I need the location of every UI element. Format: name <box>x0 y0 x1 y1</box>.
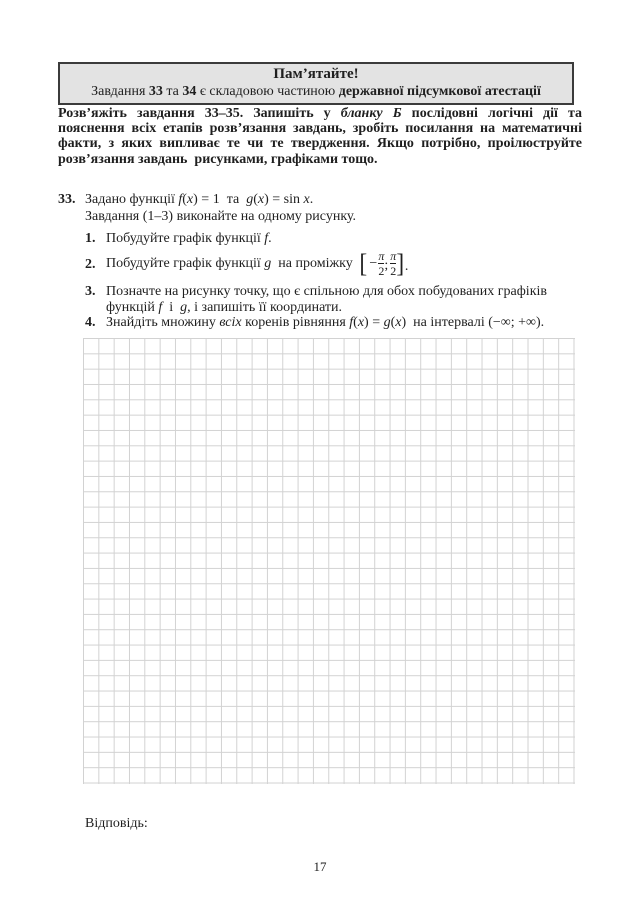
separator-semicolon: ; <box>384 257 389 273</box>
item-2-text <box>106 250 582 277</box>
item-4-number: 4. <box>85 315 96 330</box>
notice-box <box>58 62 574 105</box>
item-4-text: Знайдіть множину всіх коренів рівняння f(x) = g(x) на інтервалі (−∞; +∞). <box>106 315 545 330</box>
answer-label: Відповідь: <box>85 816 148 831</box>
answer-grid <box>83 338 575 784</box>
item-2-number: 2. <box>85 257 96 272</box>
notice-text: Завдання 33 та 34 є складовою частиною державної підсумкової атестації <box>91 84 541 99</box>
open-bracket: [ <box>359 248 367 278</box>
fraction-numerator: π <box>378 249 385 263</box>
task-33-header <box>58 192 582 225</box>
fraction-pi-over-2-right <box>390 250 396 277</box>
item-2-text-runs: Побудуйте графік функції g на проміжку <box>106 255 353 271</box>
notice-title: Пам’ятайте! <box>273 66 359 82</box>
list-item-2 <box>85 250 582 277</box>
task-intro-text <box>85 192 356 225</box>
item-3-text: Позначте на рисунку точку, що є спільною для обох побудованих графіків функцій f і g, і запишіть її координати. <box>106 284 547 315</box>
fraction-denominator: 2 <box>390 264 397 278</box>
task-intro-line1: Задано функції f(x) = 1 та g(x) = sin x. <box>85 192 314 207</box>
task-intro-line2: Завдання (1–3) виконайте на одному рисунку. <box>85 208 357 224</box>
fraction-numerator: π <box>390 249 397 263</box>
item-1-number: 1. <box>85 231 96 246</box>
task-number: 33. <box>58 192 76 207</box>
list-item-3 <box>85 284 582 316</box>
item-3-number: 3. <box>85 284 96 299</box>
list-item-1 <box>85 231 582 247</box>
minus-sign: − <box>369 255 378 271</box>
instructions-paragraph: Розв’яжіть завдання 33–35. Запишіть у бланку Б послідовні логічні дії та пояснення всіх етапів розв’язання завдань, зробіть посилання на математичні факти, з яких випливає те чи те твердження. Якщо потрібно, проілюструйте розв’язання завдань рисунками, графіками тощо. <box>58 106 583 167</box>
period: . <box>404 259 409 274</box>
interval-expression <box>359 250 409 277</box>
close-bracket: ] <box>396 248 405 278</box>
page-number: 17 <box>313 859 327 874</box>
fraction-denominator: 2 <box>378 264 385 278</box>
list-item-4 <box>85 315 582 331</box>
item-1-text: Побудуйте графік функції f. <box>106 231 272 246</box>
